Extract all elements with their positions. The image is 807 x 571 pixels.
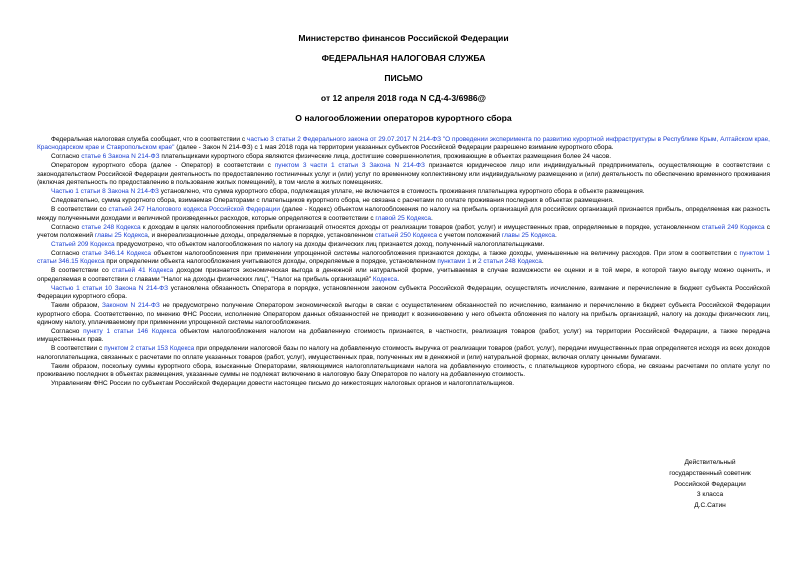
paragraph-text: Федеральная налоговая служба сообщает, что в соответствии с <box>51 136 247 143</box>
legal-reference-link[interactable]: статьей 247 Налогового кодекса Российской Федерации <box>108 206 280 214</box>
paragraph-text: и <box>470 258 478 266</box>
paragraph <box>37 197 770 205</box>
legal-reference-link[interactable]: Законом N 214-ФЗ <box>102 302 160 310</box>
signature-block <box>645 458 775 512</box>
legal-reference-link[interactable]: пунктами 1 <box>437 258 471 266</box>
paragraph <box>37 224 770 241</box>
document-body <box>37 136 770 389</box>
paragraph-text: В соответствии с <box>51 345 105 353</box>
paragraph <box>37 363 770 380</box>
paragraph-text: плательщиками курортного сбора являются физические лица, достигшие совершеннолетия, проживающие в объектах размещения более 24 часов. <box>159 153 612 161</box>
doc-type-heading: ПИСЬМО <box>384 73 423 83</box>
paragraph-text: Согласно <box>51 328 84 336</box>
paragraph-text: Таким образом, <box>51 302 103 310</box>
paragraph <box>37 345 770 362</box>
legal-reference-link[interactable]: статьей 249 Кодекса <box>701 223 765 231</box>
signatory-name: Д.С.Сатин <box>694 502 726 510</box>
paragraph-text: В соответствии со <box>51 267 112 275</box>
paragraph-text: , и внереализационные доходы, определяемые в порядке, установленном <box>147 232 376 240</box>
signature-line: 3 класса <box>696 491 724 499</box>
legal-reference-link[interactable]: главы 25 Кодекса <box>501 232 555 240</box>
paragraph-text: В соответствии со <box>51 206 109 214</box>
legal-reference-link[interactable]: главой 25 Кодекса <box>375 214 431 222</box>
paragraph <box>37 206 770 223</box>
paragraph-text: Согласно <box>51 250 82 258</box>
paragraph <box>37 136 770 153</box>
paragraph-text: Следовательно, сумма курортного сбора, взимаемая Операторами с плательщиков курортного сбора, не связана с расчетами по оплате проживания последних в объектах размещения. <box>51 197 614 205</box>
ministry-heading: Министерство финансов Российской Федерации <box>298 33 509 43</box>
paragraph-text: . <box>541 258 544 266</box>
legal-reference-link[interactable]: пунктом 1 статьи 346.15 Кодекса <box>37 250 770 266</box>
paragraph-text: объектом налогообложения налогом на добавленную стоимость признается, в частности, реализация товаров (работ, услуг) на территории Российской Федерации, а также передача имущественных прав. <box>37 328 770 344</box>
legal-reference-link[interactable]: статье 248 Кодекса <box>81 223 141 231</box>
paragraph-text: . <box>397 275 400 283</box>
signature-line: Российской Федерации <box>674 480 746 488</box>
legal-reference-link[interactable]: статьей 41 Кодекса <box>111 267 174 275</box>
signature-line: государственный советник <box>669 469 751 477</box>
legal-reference-link[interactable]: Кодекса <box>372 275 398 283</box>
paragraph <box>37 267 770 284</box>
paragraph-text: признается юридическое лицо или индивидуальный предприниматель, осуществляющие в соответствии с законодательством Российской Федерации деятельность по предоставлению гостиничных услуг и (или) услуг по временному коллективному или индивидуальному размещению и (или) деятельность по обеспечению временного проживания (включая деятельность по предоставлению в пользование жилых помещений), в том числе в жилых помещениях. <box>37 162 770 187</box>
legal-reference-link[interactable]: Частью 1 статьи 10 Закона N 214-ФЗ <box>51 284 169 292</box>
paragraph-text: . <box>430 214 433 222</box>
paragraph-text: Согласно <box>51 223 82 231</box>
legal-reference-link[interactable]: 2 статьи 248 Кодекса <box>477 258 542 266</box>
paragraph-text: . <box>554 232 557 240</box>
paragraph <box>37 153 770 161</box>
paragraph-text: не предусмотрено получение Оператором экономической выгоды в связи с осуществлением обязанностей по исчислению, взиманию и перечислению в бюджет субъекта Российской Федерации курортного сбора. Соответственно, по мнению ФНС России, исполнение Оператором данных обязанностей не приводит к возникновению у него объекта обложения по налогу на прибыль организаций, налогу на доходы физических лиц, единому налогу, уплачиваемому при применении упрощенной системы налогообложения. <box>37 302 770 327</box>
paragraph-text: с учетом положений <box>37 223 770 240</box>
legal-reference-link[interactable]: Статьей 209 Кодекса <box>51 241 115 249</box>
paragraph <box>37 188 770 196</box>
legal-reference-link[interactable]: статье 346.14 Кодекса <box>81 250 152 258</box>
legal-reference-link[interactable]: статьей 250 Кодекса <box>375 232 438 240</box>
paragraph <box>37 328 770 345</box>
legal-reference-link[interactable]: пунктом 3 части 1 статьи 3 Закона N 214-ФЗ <box>274 162 425 170</box>
legal-reference-link[interactable]: пунктом 2 статьи 153 Кодекса <box>104 345 195 353</box>
paragraph-text: при определении объекта налогообложения учитываются доходы, определяемые в порядке, установленном <box>104 258 438 266</box>
legal-reference-link[interactable]: статье 6 Закона N 214-ФЗ <box>81 153 160 161</box>
subject-heading: О налогообложении операторов курортного сбора <box>295 113 512 123</box>
paragraph-text: Оператором курортного сбора (далее - Оператор) в соответствии с <box>51 162 275 170</box>
signature-line: Действительный <box>684 459 736 466</box>
paragraph-text: при определении налоговой базы по налогу на добавленную стоимость выручка от реализации товаров (работ, услуг), передачи имущественных прав определяется исходя из всех доходов налогоплательщика, связанных с расчетами по оплате указанных товаров (работ, услуг), имущественных прав, полученных им в денежной и (или) натуральной формах, включая оплату ценными бумагами. <box>37 345 770 361</box>
service-heading: ФЕДЕРАЛЬНАЯ НАЛОГОВАЯ СЛУЖБА <box>321 53 486 63</box>
paragraph-text: Таким образом, поскольку суммы курортного сбора, взысканные Операторами, являющимися налогоплательщиками налога на добавленную стоимость, с плательщиков курортного сбора, не связаны расчетами по оплате услуг по проживанию последних в объектах размещения, указанные суммы не подлежат включению в налоговую базу Операторов по налогу на добавленную стоимость. <box>37 362 770 379</box>
legal-reference-link[interactable]: пункту 1 статьи 146 Кодекса <box>83 328 177 336</box>
paragraph-text: с учетом положений <box>437 232 502 240</box>
paragraph-text: установлена обязанность Оператора в порядке, установленном законом субъекта Российской Федерации, осуществлять исчисление, взимание и перечисление в бюджет субъекта Российской Федерации курортного сбора. <box>37 284 770 301</box>
legal-reference-link[interactable]: главы 25 Кодекса <box>94 232 148 240</box>
paragraph <box>37 250 770 267</box>
legal-reference-link[interactable]: частью 3 статьи 2 Федерального закона от 29.07.2017 N 214-ФЗ "О проведении эксперимента по развитию курортной инфраструктуры в Республике Крым, Алтайском крае, Краснодарском крае и Ставропольском крае" <box>37 136 770 152</box>
paragraph-text: объектом налогообложения при применении упрощенной системы налогообложения признаются доходы, а также доходы, уменьшенные на величину расходов. При этом в соответствии с <box>151 250 740 258</box>
paragraph <box>37 162 770 187</box>
paragraph <box>37 302 770 327</box>
paragraph-text: установлено, что сумма курортного сбора, подлежащая уплате, не включается в стоимость проживания плательщика курортного сбора в объекте размещения. <box>158 188 645 196</box>
paragraph-text: предусмотрено, что объектом налогообложения по налогу на доходы физических лиц признается доход, полученный налогоплательщиками. <box>114 241 545 249</box>
paragraph-text: (далее - Закон N 214-ФЗ) с 1 мая 2018 года на территории указанных субъектов Российской Федерации разрешено взимание курортного сбора. <box>174 144 614 152</box>
paragraph <box>37 380 770 388</box>
paragraph-text: (далее - Кодекс) объектом налогообложения по налогу на прибыль организаций для российских организаций признается прибыль, определяемая как разность между полученными доходами и величиной произведенных расходов, которые определяются в соответствии с <box>37 206 770 222</box>
paragraph <box>37 241 770 249</box>
paragraph <box>37 285 770 302</box>
paragraph-text: доходом признается экономическая выгода в денежной или натуральной форме, учитываемая в случае возможности ее оценки и в той мере, в которой такую выгоду можно оценить, и определяемая в соответствии с главами "Налог на доходы физических лиц", "Налог на прибыль организаций" <box>37 267 770 283</box>
legal-reference-link[interactable]: Частью 1 статьи 8 Закона N 214-ФЗ <box>51 188 159 196</box>
date-number-heading: от 12 апреля 2018 года N СД-4-3/6986@ <box>320 93 487 103</box>
paragraph-text: Управлениям ФНС России по субъектам Российской Федерации довести настоящее письмо до нижестоящих налоговых органов и налогоплательщиков. <box>51 380 515 388</box>
paragraph-text: к доходам в целях налогообложения прибыли организаций относятся доходы от реализации товаров (работ, услуг) и имущественных прав, определяемые в порядке, установленном <box>140 223 702 231</box>
paragraph-text: Согласно <box>51 153 82 161</box>
